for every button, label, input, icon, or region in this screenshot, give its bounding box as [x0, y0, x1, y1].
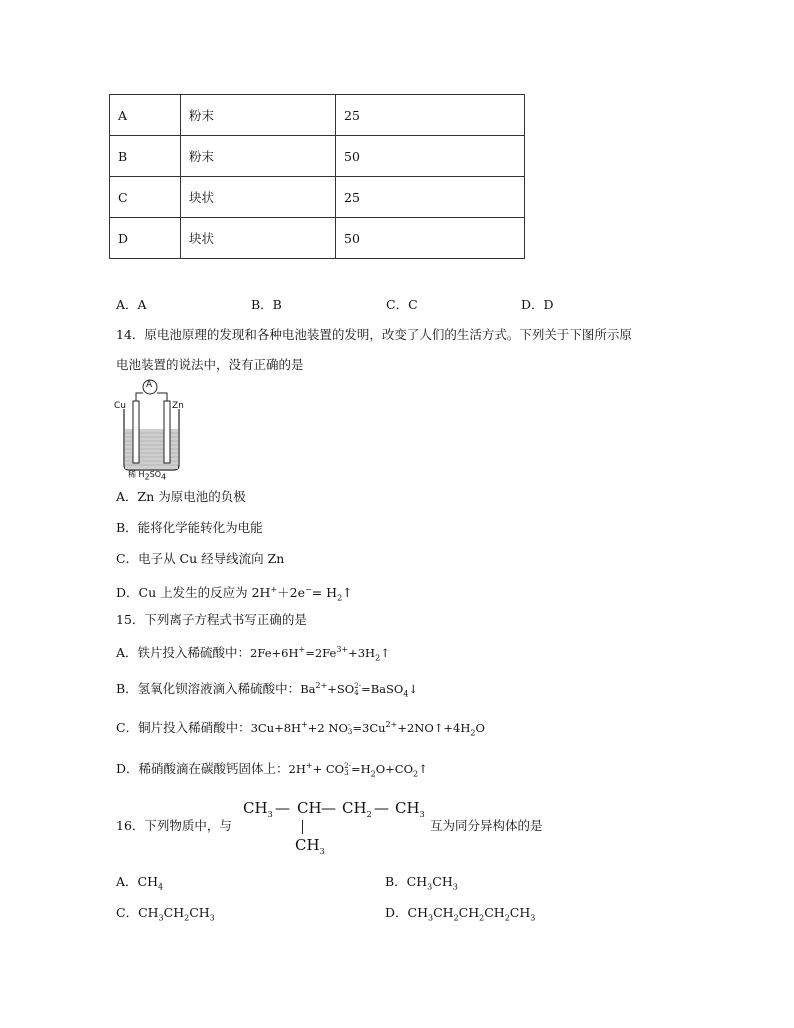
structure-group-4: $CH_3$ — [395, 799, 425, 819]
q16-option-a: A．$CH_4$ — [116, 874, 164, 892]
table-cell: 50 — [336, 136, 525, 177]
table-row — [110, 136, 525, 177]
q15-option-c: C．铜片投入稀硝酸中：3Cu+8H++2 NO - 3 $=3Cu^{2+}+2NO↑+4H_2O$ — [116, 719, 485, 738]
q16-stem-prefix: 16．下列物质中，与 — [116, 818, 232, 833]
table-cell: D — [110, 218, 181, 259]
table-cell: 25 — [336, 95, 525, 136]
table-cell: 25 — [336, 177, 525, 218]
ammeter-label: A — [146, 380, 153, 390]
q14-stem-line1: 14．原电池原理的发现和各种电池装置的发明，改变了人们的生活方式。下列关于下图所示原 — [116, 327, 632, 342]
q14-option-a: A．Zn 为原电池的负极 — [116, 489, 246, 504]
q16-stem-suffix: 互为同分异构体的是 — [430, 818, 543, 833]
table-cell: A — [110, 95, 181, 136]
table-cell: 块状 — [181, 218, 336, 259]
cu-label: Cu — [114, 401, 126, 411]
q15-option-b: B．氢氧化钡溶液滴入稀硫酸中：$Ba^{2+}+SO$ 2- 4 =BaSO$_4$↓ — [116, 680, 419, 699]
table-row — [110, 95, 525, 136]
cu-electrode — [133, 401, 139, 463]
table-cell: 块状 — [181, 177, 336, 218]
structure-group-1: $CH_3$ — [243, 799, 273, 819]
zn-electrode — [164, 401, 170, 463]
structure-group-3: $CH_2$ — [342, 799, 372, 819]
q13-option-d: D．D — [521, 297, 554, 312]
q15-option-a: A．铁片投入稀硫酸中：$2Fe+6H^+=2Fe^{3+}+3H_2↑$ — [116, 644, 390, 663]
structure-bond: — — [321, 799, 336, 817]
q16-option-c: C．$CH_3CH_2CH_3$ — [116, 905, 215, 923]
structure-bond: — — [374, 799, 389, 817]
q16-option-b: B．$CH_3CH_3$ — [385, 874, 458, 892]
q15-stem: 15．下列离子方程式书写正确的是 — [116, 612, 307, 627]
galvanic-cell-diagram — [114, 377, 194, 483]
table-row — [110, 218, 525, 259]
q14-option-b: B．能将化学能转化为电能 — [116, 520, 263, 535]
q14-option-c: C．电子从 Cu 经导线流向 Zn — [116, 551, 285, 566]
isobutane-structure — [243, 799, 428, 859]
q13-option-b: B．B — [251, 297, 282, 312]
q14-stem-line2: 电池装置的说法中，没有正确的是 — [116, 357, 304, 372]
table-cell: B — [110, 136, 181, 177]
structure-vertical-bond — [302, 820, 303, 834]
structure-branch: $CH_3$ — [295, 836, 325, 856]
options-table — [109, 94, 525, 259]
solution-label: 稀 $H_2SO_4$ — [128, 470, 167, 482]
q13-option-a: A．A — [116, 297, 147, 312]
table-row — [110, 177, 525, 218]
structure-bond: — — [275, 799, 290, 817]
table-cell: 50 — [336, 218, 525, 259]
q16-option-d: D．$CH_3CH_2CH_2CH_2CH_3$ — [385, 905, 536, 923]
q15-option-d: D．稀硝酸滴在碳酸钙固体上：2H++ CO 2- 3 $=H_2O+CO_2↑$ — [116, 760, 428, 779]
table-cell: C — [110, 177, 181, 218]
structure-group-2: CH — [297, 799, 322, 817]
q14-option-d: D．Cu 上发生的反应为 $2H^++2e^-= H_2↑$ — [116, 585, 353, 603]
table-cell: 粉末 — [181, 95, 336, 136]
q13-option-c: C．C — [386, 297, 418, 312]
galvanic-cell-drawing — [114, 377, 194, 483]
table-cell: 粉末 — [181, 136, 336, 177]
zn-label: Zn — [172, 401, 184, 411]
